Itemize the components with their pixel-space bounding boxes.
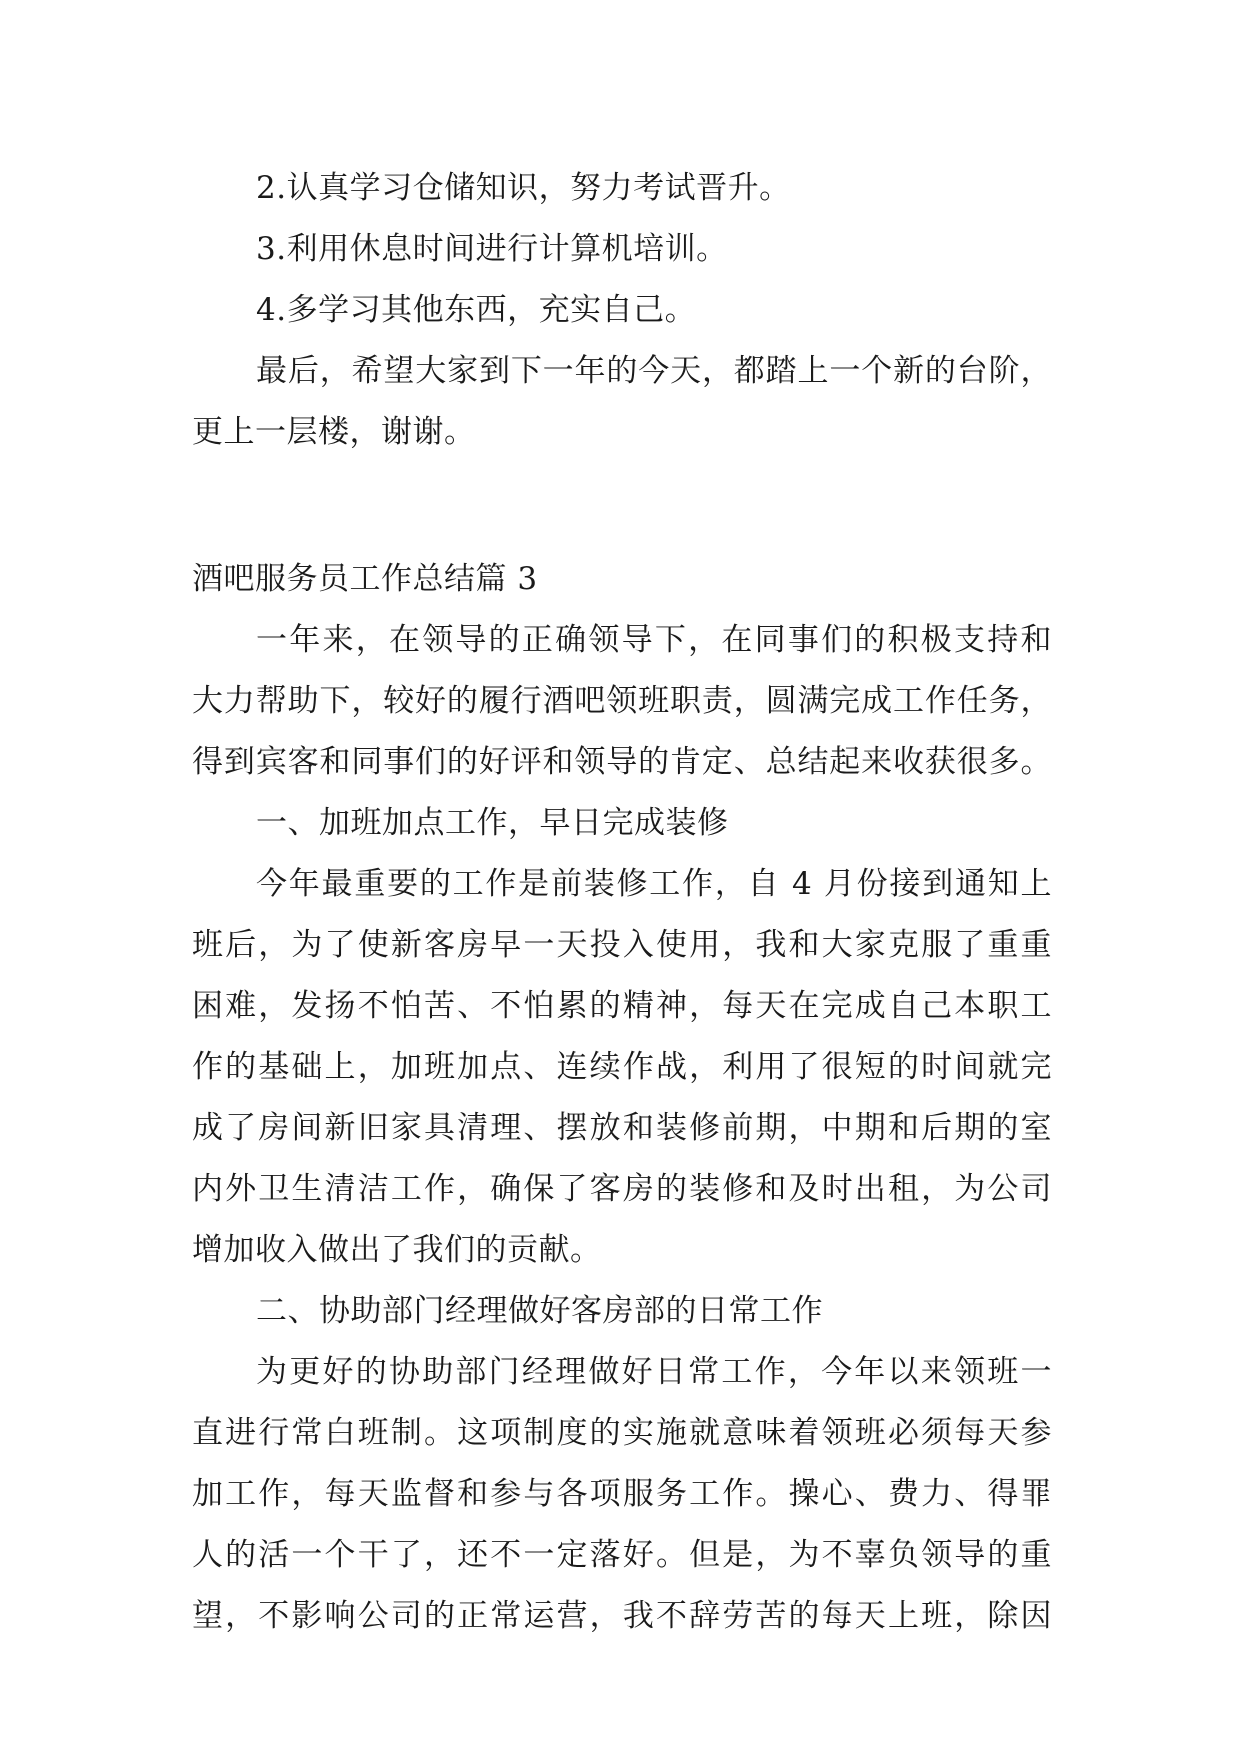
section-spacer: [192, 463, 1052, 549]
paragraph-line: 班后，为了使新客房早一天投入使用，我和大家克服了重重: [192, 927, 1052, 963]
closing-paragraph: [192, 341, 1052, 463]
paragraph-line: 更上一层楼，谢谢。: [192, 414, 476, 450]
paragraph-line: 增加收入做出了我们的贡献。: [192, 1232, 602, 1268]
document-page: [192, 158, 1052, 1647]
paragraph-line: 大力帮助下，较好的履行酒吧领班职责，圆满完成工作任务，: [192, 683, 1052, 719]
paragraph-line: 直进行常白班制。这项制度的实施就意味着领班必须每天参: [192, 1415, 1052, 1451]
paragraph-line: 一年来，在领导的正确领导下，在同事们的积极支持和: [256, 622, 1052, 658]
body-paragraph: [192, 1342, 1052, 1647]
list-item: 3.利用休息时间进行计算机培训。: [256, 231, 728, 267]
paragraph-line: 加工作，每天监督和参与各项服务工作。操心、费力、得罪: [192, 1476, 1052, 1512]
paragraph-line: 困难，发扬不怕苦、不怕累的精神，每天在完成自己本职工: [192, 988, 1052, 1024]
section-heading: 二、协助部门经理做好客房部的日常工作: [256, 1293, 823, 1329]
section-title: 酒吧服务员工作总结篇 3: [192, 561, 538, 597]
paragraph-line: 内外卫生清洁工作，确保了客房的装修和及时出租，为公司: [192, 1171, 1052, 1207]
paragraph-line: 成了房间新旧家具清理、摆放和装修前期，中期和后期的室: [192, 1110, 1052, 1146]
section-heading: 一、加班加点工作，早日完成装修: [256, 805, 729, 841]
paragraph-line: 今年最重要的工作是前装修工作，自 4 月份接到通知上: [256, 866, 1052, 902]
paragraph-line: 作的基础上，加班加点、连续作战，利用了很短的时间就完: [192, 1049, 1052, 1085]
paragraph-line: 为更好的协助部门经理做好日常工作，今年以来领班一: [256, 1354, 1052, 1390]
paragraph-line: 得到宾客和同事们的好评和领导的肯定、总结起来收获很多。: [192, 744, 1052, 780]
body-paragraph: [192, 854, 1052, 1281]
list-item: 2.认真学习仓储知识，努力考试晋升。: [256, 170, 791, 206]
paragraph-line: 最后，希望大家到下一年的今天，都踏上一个新的台阶，: [256, 353, 1052, 389]
list-item: 4.多学习其他东西，充实自己。: [256, 292, 697, 328]
intro-paragraph: [192, 610, 1052, 793]
paragraph-line: 望，不影响公司的正常运营，我不辞劳苦的每天上班，除因: [192, 1598, 1052, 1634]
paragraph-line: 人的活一个干了，还不一定落好。但是，为不辜负领导的重: [192, 1537, 1052, 1573]
